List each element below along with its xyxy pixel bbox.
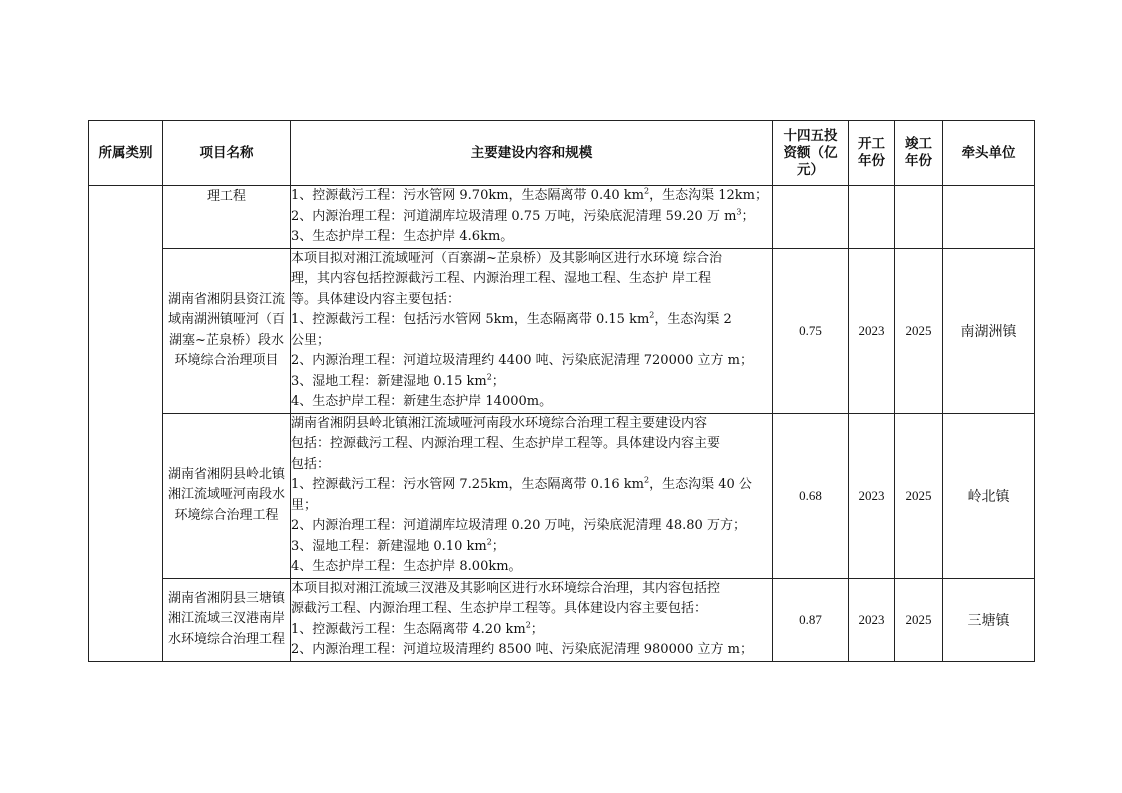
investment-cell: 0.68 — [773, 413, 849, 578]
header-start-year — [849, 121, 895, 186]
header-start-line: 年份 — [858, 153, 885, 169]
content-line — [291, 392, 772, 413]
start-year-cell — [849, 186, 895, 249]
content-line — [291, 496, 772, 517]
content-cell — [291, 578, 773, 661]
content-text: ，生态沟渠 40 公 — [649, 477, 752, 492]
start-year-cell: 2023 — [849, 578, 895, 661]
project-name-cell: 理工程 — [163, 186, 291, 249]
lead-unit-cell: 南湖洲镇 — [943, 248, 1035, 413]
content-line — [291, 414, 772, 435]
content-text: 本项目拟对湘江流域哑河（百寨湖~芷泉桥）及其影响区进行水环境 综合治 — [291, 250, 723, 266]
content-text: 包括：控源截污工程、内源治理工程、生态护岸工程等。具体建设内容主要 — [291, 436, 721, 451]
superscript: 2 — [643, 475, 650, 485]
header-investment-line: 十四五投 — [783, 127, 838, 144]
content-line — [291, 434, 772, 455]
content-text: 本项目拟对湘江流域三汊港及其影响区进行水环境综合治理，其内容包括控 — [291, 580, 721, 596]
content-line — [291, 516, 772, 537]
project-table — [88, 120, 1035, 662]
content-text: 里； — [291, 497, 318, 513]
content-cell — [291, 186, 773, 249]
content-text: 2、内源治理工程：河道垃圾清理约 8500 吨、污染底泥清理 980000 立方 m； — [291, 642, 753, 657]
content-line — [291, 331, 772, 352]
table-body — [89, 186, 1035, 662]
header-investment-line: 元） — [797, 161, 824, 178]
lead-unit-cell: 岭北镇 — [943, 413, 1035, 578]
table-row — [89, 578, 1035, 661]
content-text: ，生态沟渠 2 — [654, 312, 732, 327]
content-text: 3、生态护岸工程：生态护岸 4.6km。 — [291, 229, 514, 244]
end-year-cell — [895, 186, 943, 249]
header-start-line: 开工 — [858, 136, 885, 152]
content-text: 1、控源截污工程：包括污水管网 5km，生态隔离带 0.15 km — [291, 312, 650, 327]
content-text: ； — [491, 538, 505, 554]
project-name-cell: 湖南省湘阴县三塘镇湘江流域三汊港南岸水环境综合治理工程 — [163, 578, 291, 661]
superscript: 2 — [486, 372, 492, 382]
start-year-cell: 2023 — [849, 248, 895, 413]
content-text: ； — [741, 208, 755, 224]
content-line — [291, 599, 772, 620]
content-text: 等。具体建设内容主要包括： — [291, 291, 461, 307]
content-line — [291, 475, 772, 496]
lead-unit-cell — [943, 186, 1035, 249]
content-cell — [291, 248, 773, 413]
content-text: 4、生态护岸工程：生态护岸 8.00km。 — [291, 559, 522, 574]
content-text: 2、内源治理工程：河道垃圾清理约 4400 吨、污染底泥清理 720000 立方 m； — [291, 353, 753, 368]
content-text: 4、生态护岸工程：新建生态护岸 14000m。 — [291, 394, 553, 409]
content-text: 3、湿地工程：新建湿地 0.15 km — [291, 373, 487, 389]
content-line — [291, 310, 772, 331]
investment-cell — [773, 186, 849, 249]
lead-unit-cell: 三塘镇 — [943, 578, 1035, 661]
content-text: 2、内源治理工程：河道湖库垃圾清理 0.75 万吨，污染底泥清理 59.20 万 m — [291, 208, 737, 224]
superscript: 2 — [649, 310, 655, 320]
content-line — [291, 579, 772, 600]
content-text: 公里； — [291, 332, 331, 348]
superscript: 2 — [525, 620, 531, 630]
content-line — [291, 351, 772, 372]
content-cell — [291, 413, 773, 578]
header-investment — [773, 121, 849, 186]
investment-cell: 0.87 — [773, 578, 849, 661]
content-text: ，生态沟渠 12km； — [649, 188, 768, 203]
content-line — [291, 290, 772, 311]
header-end-line: 年份 — [905, 153, 932, 169]
header-end-line: 竣工 — [905, 136, 932, 152]
project-name-cell: 湖南省湘阴县资江流域南湖洲镇哑河（百湖塞~芷泉桥）段水环境综合治理项目 — [163, 248, 291, 413]
content-line — [291, 372, 772, 393]
content-text: ； — [530, 621, 544, 637]
content-text: 包括： — [291, 456, 331, 472]
content-text: 理，其内容包括控源截污工程、内源治理工程、湿地工程、生态护 岸工程 — [291, 271, 712, 286]
header-content: 主要建设内容和规模 — [291, 121, 773, 186]
content-text: 源截污工程、内源治理工程、生态护岸工程等。具体建设内容主要包括： — [291, 601, 708, 616]
table-row — [89, 248, 1035, 413]
category-cell — [89, 186, 163, 662]
content-line — [291, 640, 772, 661]
content-text: 湖南省湘阴县岭北镇湘江流域哑河南段水环境综合治理工程主要建设内容 — [291, 415, 708, 431]
content-line — [291, 557, 772, 578]
content-line — [291, 455, 772, 476]
content-text: 1、控源截污工程：污水管网 9.70km，生态隔离带 0.40 km — [291, 188, 644, 203]
content-text: ； — [491, 373, 505, 389]
superscript: 2 — [486, 537, 492, 547]
header-project-name: 项目名称 — [163, 121, 291, 186]
end-year-cell: 2025 — [895, 413, 943, 578]
investment-cell: 0.75 — [773, 248, 849, 413]
content-line — [291, 620, 772, 641]
end-year-cell: 2025 — [895, 578, 943, 661]
header-investment-line: 资额（亿 — [783, 144, 838, 161]
header-category: 所属类别 — [89, 121, 163, 186]
table-header-row — [89, 121, 1035, 186]
content-text: 1、控源截污工程：生态隔离带 4.20 km — [291, 621, 526, 637]
content-text: 1、控源截污工程：污水管网 7.25km，生态隔离带 0.16 km — [291, 477, 644, 492]
end-year-cell: 2025 — [895, 248, 943, 413]
content-line — [291, 249, 772, 270]
header-end-year — [895, 121, 943, 186]
header-lead-unit: 牵头单位 — [943, 121, 1035, 186]
content-text: 2、内源治理工程：河道湖库垃圾清理 0.20 万吨，污染底泥清理 48.80 万方； — [291, 518, 746, 533]
content-line — [291, 207, 772, 228]
superscript: 2 — [643, 186, 650, 196]
start-year-cell: 2023 — [849, 413, 895, 578]
content-line — [291, 227, 772, 248]
table-row — [89, 413, 1035, 578]
content-line — [291, 186, 772, 207]
content-line — [291, 269, 772, 290]
table-row — [89, 186, 1035, 249]
content-text: 3、湿地工程：新建湿地 0.10 km — [291, 538, 487, 554]
project-name-cell: 湖南省湘阴县岭北镇湘江流域哑河南段水环境综合治理工程 — [163, 413, 291, 578]
superscript: 3 — [736, 207, 742, 217]
content-line — [291, 537, 772, 558]
